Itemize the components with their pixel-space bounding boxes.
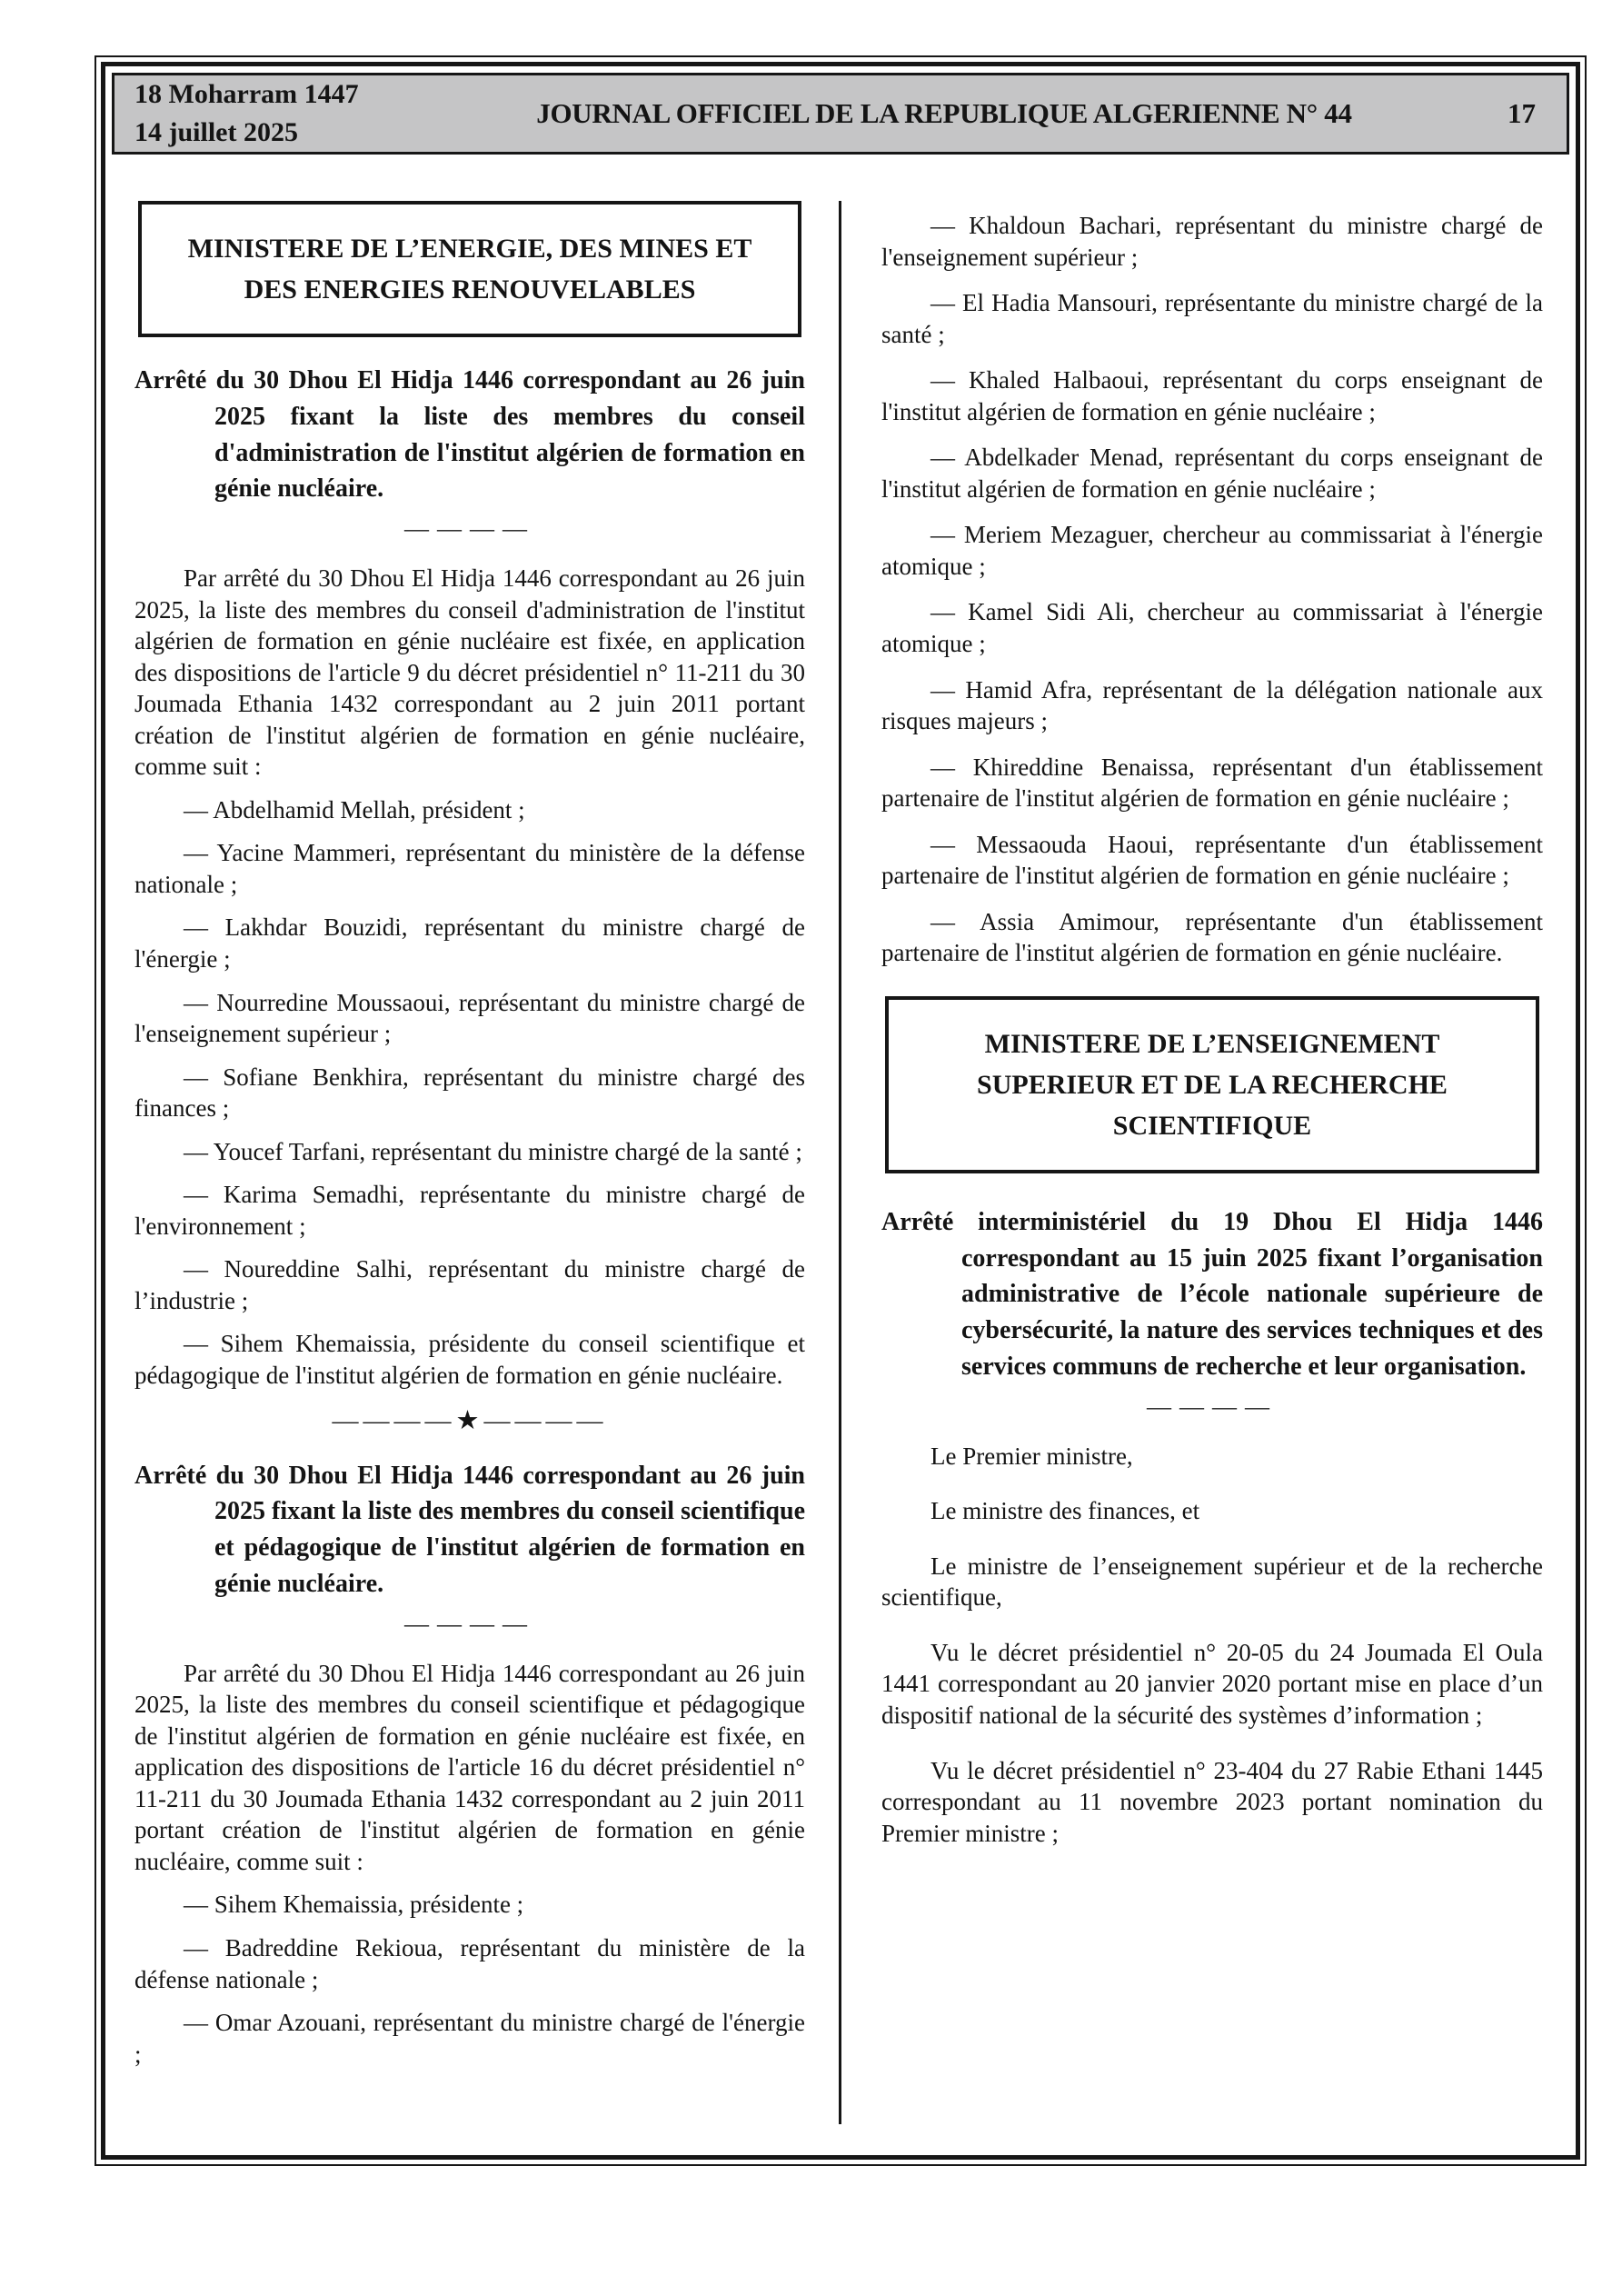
dash-separator: ———— xyxy=(1147,1392,1278,1420)
hijri-date: 18 Moharram 1447 xyxy=(134,79,359,109)
member-item: — Noureddine Salhi, représentant du ministre chargé de l’industrie ; xyxy=(134,1255,805,1314)
star-separator: ————★———— xyxy=(332,1405,608,1435)
ministry-box-enseignement: MINISTERE DE L’ENSEIGNEMENT SUPERIEUR ET DE LA RECHERCHE SCIENTIFIQUE xyxy=(885,996,1539,1173)
member-item: — Kamel Sidi Ali, chercheur au commissariat à l'énergie atomique ; xyxy=(881,598,1543,658)
member-item: — Khaled Halbaoui, représentant du corps enseignant de l'institut algérien de formation en génie nucléaire ; xyxy=(881,366,1543,425)
decree1-heading: Arrêté du 30 Dhou El Hidja 1446 correspondant au 26 juin 2025 fixant la liste des membres du conseil d'administration de l'institut algérien de formation en génie nucléaire. xyxy=(134,366,805,504)
page-frame xyxy=(101,62,1580,2160)
ministry-box-energy: MINISTERE DE L’ENERGIE, DES MINES ET DES ENERGIES RENOUVELABLES xyxy=(138,201,801,337)
preamble-line: Le ministre de l’enseignement supérieur et de la recherche scientifique, xyxy=(881,1552,1543,1612)
member-item: — Khaldoun Bachari, représentant du ministre chargé de l'enseignement supérieur ; xyxy=(881,212,1543,271)
decree2-heading: Arrêté du 30 Dhou El Hidja 1446 correspondant au 26 juin 2025 fixant la liste des membres du conseil scientifique et pédagogique de l'institut algérien de formation en génie nucléaire. xyxy=(134,1461,805,1598)
preamble-line: Le Premier ministre, xyxy=(930,1442,1133,1470)
masthead-dates xyxy=(114,75,462,152)
member-item: — El Hadia Mansouri, représentante du ministre chargé de la santé ; xyxy=(881,289,1543,348)
member-item: — Yacine Mammeri, représentant du ministère de la défense nationale ; xyxy=(134,839,805,898)
decree1-intro: Par arrêté du 30 Dhou El Hidja 1446 correspondant au 26 juin 2025, la liste des membres du conseil d'administration de l'institut algérien de formation en génie nucléaire est fixée, en application des dispositions de l'article 9 du décret présidentiel n° 11-211 du 30 Joumada Ethania 1432 correspondant au 2 juin 2011 portant création de l'institut algérien de formation en génie nucléaire, comme suit : xyxy=(134,564,805,781)
member-item: — Lakhdar Bouzidi, représentant du ministre chargé de l'énergie ; xyxy=(134,913,805,973)
right-column xyxy=(841,199,1548,2155)
page-content xyxy=(105,157,1576,2155)
gregorian-date: 14 juillet 2025 xyxy=(134,117,298,147)
preamble-line: Vu le décret présidentiel n° 23-404 du 27 Rabie Ethani 1445 correspondant au 11 novembre 2023 portant nomination du Premier ministre ; xyxy=(881,1756,1543,1847)
member-item: — Sihem Khemaissia, présidente ; xyxy=(184,1891,524,1919)
member-item: — Omar Azouani, représentant du ministre chargé de l'énergie ; xyxy=(134,2009,805,2068)
member-item: — Messaouda Haoui, représentante d'un établissement partenaire de l'institut algérien de formation en génie nucléaire ; xyxy=(881,830,1543,890)
dash-separator: ———— xyxy=(404,1609,535,1637)
page-number: 17 xyxy=(1508,97,1536,129)
preamble-line: Vu le décret présidentiel n° 20-05 du 24 Joumada El Oula 1441 correspondant au 20 janvier 2020 portant mise en place d’un dispositif national de la sécurité des systèmes d’information ; xyxy=(881,1638,1543,1729)
member-item: — Khireddine Benaissa, représentant d'un établissement partenaire de l'institut algérien de formation en génie nucléaire ; xyxy=(881,753,1543,813)
member-item: — Nourredine Moussaoui, représentant du ministre chargé de l'enseignement supérieur ; xyxy=(134,988,805,1048)
member-item: — Assia Amimour, représentante d'un établissement partenaire de l'institut algérien de formation en génie nucléaire. xyxy=(881,907,1543,967)
preamble-line: Le ministre des finances, et xyxy=(930,1497,1200,1525)
member-item: — Badreddine Rekioua, représentant du ministère de la défense nationale ; xyxy=(134,1933,805,1993)
member-item: — Sihem Khemaissia, présidente du conseil scientifique et pédagogique de l'institut algérien de formation en génie nucléaire. xyxy=(134,1330,805,1390)
member-item: — Sofiane Benkhira, représentant du ministre chargé des finances ; xyxy=(134,1063,805,1123)
member-item: — Youcef Tarfani, représentant du ministre chargé de la santé ; xyxy=(184,1137,802,1165)
left-column xyxy=(134,199,841,2155)
member-item: — Hamid Afra, représentant de la délégation nationale aux risques majeurs ; xyxy=(881,675,1543,735)
decree2-intro: Par arrêté du 30 Dhou El Hidja 1446 correspondant au 26 juin 2025, la liste des membres du conseil scientifique et pédagogique de l'institut algérien de formation en génie nucléaire est fixée, en application des dispositions de l'article 16 du décret présidentiel n° 11-211 du 30 Joumada Ethania 1432 correspondant au 2 juin 2011 portant création de l'institut algérien de formation en génie nucléaire, comme suit : xyxy=(134,1659,805,1875)
member-item: — Abdelkader Menad, représentant du corps enseignant de l'institut algérien de formation en génie nucléaire ; xyxy=(881,444,1543,503)
journal-title: JOURNAL OFFICIEL DE LA REPUBLIQUE ALGERIENNE N° 44 xyxy=(536,97,1352,129)
dash-separator: ———— xyxy=(404,514,535,542)
member-item: — Karima Semadhi, représentante du ministre chargé de l'environnement ; xyxy=(134,1181,805,1240)
member-item: — Meriem Mezaguer, chercheur au commissariat à l'énergie atomique ; xyxy=(881,521,1543,580)
decree3-heading: Arrêté interministériel du 19 Dhou El Hidja 1446 correspondant au 15 juin 2025 fixant l’organisation administrative de l’école nationale supérieure de cybersécurité, la nature des services techniques et des services communs de recherche et leur organisation. xyxy=(881,1207,1543,1381)
masthead xyxy=(112,73,1569,155)
member-item: — Abdelhamid Mellah, président ; xyxy=(184,795,525,824)
